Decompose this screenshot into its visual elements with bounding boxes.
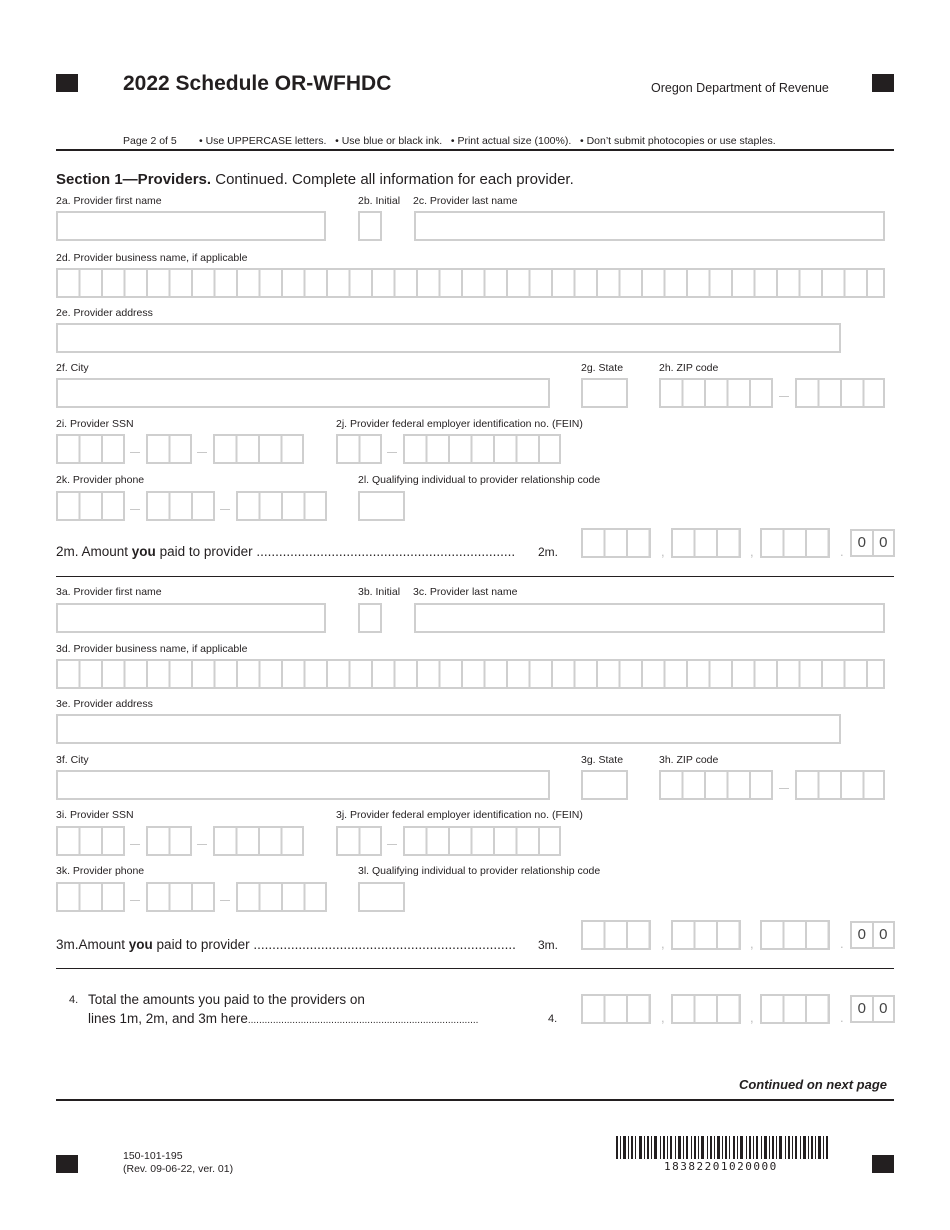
comma-separator: , bbox=[750, 1010, 754, 1025]
line-4-text-1: Total the amounts you paid to the providers on bbox=[88, 992, 365, 1007]
provider2-phone-area[interactable] bbox=[56, 491, 125, 521]
label-3e: 3e. Provider address bbox=[56, 698, 153, 710]
provider-divider bbox=[56, 576, 894, 577]
section-title: Section 1—Providers. bbox=[56, 171, 212, 188]
provider3-phone-line[interactable] bbox=[236, 882, 327, 912]
label-2d: 2d. Provider business name, if applicable bbox=[56, 252, 248, 264]
cents-digit: 0 bbox=[857, 1000, 866, 1017]
provider2-fein-part2[interactable] bbox=[403, 434, 561, 464]
barcode-icon bbox=[616, 1136, 828, 1159]
barcode-number: 18382201020000 bbox=[664, 1160, 778, 1173]
provider3-zip-input[interactable] bbox=[659, 770, 773, 800]
ssn-dash bbox=[197, 844, 207, 845]
amount-2m-cents bbox=[850, 529, 895, 557]
provider3-initial-input[interactable] bbox=[358, 603, 382, 633]
decimal-point: . bbox=[840, 1010, 844, 1025]
provider3-phone-area[interactable] bbox=[56, 882, 125, 912]
provider2-ssn-part1[interactable] bbox=[56, 434, 125, 464]
comma-separator: , bbox=[661, 1010, 665, 1025]
label-3k: 3k. Provider phone bbox=[56, 865, 145, 877]
provider3-zip4-input[interactable] bbox=[795, 770, 885, 800]
provider3-ssn-part3[interactable] bbox=[213, 826, 304, 856]
comma-separator: , bbox=[661, 544, 665, 559]
continued-note: Continued on next page bbox=[738, 1077, 887, 1092]
amount-2m-thousands[interactable] bbox=[671, 528, 741, 558]
label-3f: 3f. City bbox=[56, 754, 89, 766]
phone-dash bbox=[220, 509, 230, 510]
cents-digit: 0 bbox=[857, 926, 866, 943]
provider2-relationship-code-input[interactable] bbox=[358, 491, 405, 521]
zip-dash bbox=[779, 788, 789, 789]
label-3l: 3l. Qualifying individual to provider relationship code bbox=[358, 865, 601, 877]
comma-separator: , bbox=[661, 936, 665, 951]
line-4-leader: ................................................................................... bbox=[247, 1015, 479, 1026]
page-info: Page 2 of 5 bbox=[123, 135, 177, 147]
label-3b: 3b. Initial bbox=[358, 586, 401, 598]
ssn-dash bbox=[130, 844, 140, 845]
registration-mark-top-left bbox=[56, 74, 78, 92]
line-4-number: 4. bbox=[69, 994, 79, 1006]
provider2-phone-prefix[interactable] bbox=[146, 491, 215, 521]
label-2g: 2g. State bbox=[581, 362, 624, 374]
amount-4-millions[interactable] bbox=[581, 994, 651, 1024]
line-2m-leader: paid to provider ..................................................................... bbox=[155, 544, 516, 559]
provider3-first-name-input[interactable] bbox=[56, 603, 326, 633]
form-title: 2022 Schedule OR-WFHDC bbox=[123, 72, 392, 95]
ssn-dash bbox=[130, 452, 140, 453]
header-divider bbox=[56, 149, 894, 151]
label-2l: 2l. Qualifying individual to provider relationship code bbox=[358, 474, 601, 486]
provider2-state-input[interactable] bbox=[581, 378, 628, 408]
provider2-last-name-input[interactable] bbox=[414, 211, 885, 241]
provider2-phone-line[interactable] bbox=[236, 491, 327, 521]
label-3i: 3i. Provider SSN bbox=[56, 809, 134, 821]
provider2-ssn-part3[interactable] bbox=[213, 434, 304, 464]
provider3-last-name-input[interactable] bbox=[414, 603, 885, 633]
line-4-text-2-words: lines 1m, 2m, and 3m here bbox=[88, 1011, 248, 1026]
agency-name: Oregon Department of Revenue bbox=[651, 81, 829, 95]
form-instructions: • Use UPPERCASE letters. • Use blue or black ink. • Print actual size (100%). • Don’t submit photocopies or use staples. bbox=[199, 135, 776, 147]
provider2-zip-input[interactable] bbox=[659, 378, 773, 408]
amount-4-thousands[interactable] bbox=[671, 994, 741, 1024]
phone-dash bbox=[130, 900, 140, 901]
decimal-point: . bbox=[840, 936, 844, 951]
line-4-text-2 bbox=[88, 1011, 478, 1026]
label-2f: 2f. City bbox=[56, 362, 89, 374]
amount-4-hundreds[interactable] bbox=[760, 994, 830, 1024]
amount-3m-millions[interactable] bbox=[581, 920, 651, 950]
label-2b: 2b. Initial bbox=[358, 195, 401, 207]
label-2i: 2i. Provider SSN bbox=[56, 418, 134, 430]
registration-mark-top-right bbox=[872, 74, 894, 92]
provider3-phone-prefix[interactable] bbox=[146, 882, 215, 912]
zip-dash bbox=[779, 396, 789, 397]
form-number: 150-101-195 bbox=[123, 1150, 183, 1162]
amount-3m-thousands[interactable] bbox=[671, 920, 741, 950]
form-revision: (Rev. 09-06-22, ver. 01) bbox=[123, 1163, 234, 1175]
phone-dash bbox=[130, 509, 140, 510]
label-3c: 3c. Provider last name bbox=[413, 586, 518, 598]
amount-2m-hundreds[interactable] bbox=[760, 528, 830, 558]
fein-dash bbox=[387, 452, 397, 453]
provider3-state-input[interactable] bbox=[581, 770, 628, 800]
cents-digit: 0 bbox=[872, 531, 894, 555]
line-3m-text: 3m.Amount bbox=[56, 937, 129, 952]
decimal-point: . bbox=[840, 544, 844, 559]
provider2-ssn-part2[interactable] bbox=[146, 434, 192, 464]
label-3d: 3d. Provider business name, if applicable bbox=[56, 643, 248, 655]
registration-mark-bottom-left bbox=[56, 1155, 78, 1173]
line-2m-ref: 2m. bbox=[538, 545, 559, 559]
provider3-fein-part1[interactable] bbox=[336, 826, 382, 856]
line-2m-label bbox=[56, 544, 515, 559]
label-3g: 3g. State bbox=[581, 754, 624, 766]
footer-divider bbox=[56, 1099, 894, 1101]
label-3a: 3a. Provider first name bbox=[56, 586, 162, 598]
section-subtitle: Continued. Complete all information for each provider. bbox=[211, 171, 574, 188]
amount-4-cents bbox=[850, 995, 895, 1023]
cents-digit: 0 bbox=[872, 923, 894, 947]
provider3-ssn-part2[interactable] bbox=[146, 826, 192, 856]
amount-3m-hundreds[interactable] bbox=[760, 920, 830, 950]
label-2k: 2k. Provider phone bbox=[56, 474, 145, 486]
amount-2m-millions[interactable] bbox=[581, 528, 651, 558]
line-3m-label bbox=[56, 937, 516, 952]
cents-digit: 0 bbox=[857, 534, 866, 551]
line-2m-bold: you bbox=[131, 544, 156, 559]
provider-divider bbox=[56, 968, 894, 969]
line-3m-leader: paid to provider ...................................................................... bbox=[152, 937, 516, 952]
provider2-address-input[interactable] bbox=[56, 323, 841, 353]
provider2-business-name-input[interactable] bbox=[56, 268, 885, 298]
provider2-first-name-input[interactable] bbox=[56, 211, 326, 241]
provider2-initial-input[interactable] bbox=[358, 211, 382, 241]
label-2c: 2c. Provider last name bbox=[413, 195, 518, 207]
label-3j: 3j. Provider federal employer identification no. (FEIN) bbox=[336, 809, 583, 821]
ssn-dash bbox=[197, 452, 207, 453]
label-3h: 3h. ZIP code bbox=[659, 754, 719, 766]
provider3-business-name-input[interactable] bbox=[56, 659, 885, 689]
phone-dash bbox=[220, 900, 230, 901]
comma-separator: , bbox=[750, 936, 754, 951]
line-3m-bold: you bbox=[128, 937, 153, 952]
cents-digit: 0 bbox=[872, 997, 894, 1021]
label-2h: 2h. ZIP code bbox=[659, 362, 719, 374]
label-2a: 2a. Provider first name bbox=[56, 195, 162, 207]
registration-mark-bottom-right bbox=[872, 1155, 894, 1173]
line-4-ref: 4. bbox=[548, 1013, 558, 1025]
provider3-address-input[interactable] bbox=[56, 714, 841, 744]
label-2e: 2e. Provider address bbox=[56, 307, 153, 319]
provider3-relationship-code-input[interactable] bbox=[358, 882, 405, 912]
label-2j: 2j. Provider federal employer identification no. (FEIN) bbox=[336, 418, 583, 430]
amount-3m-cents bbox=[850, 921, 895, 949]
section-heading bbox=[56, 171, 574, 188]
provider3-city-input[interactable] bbox=[56, 770, 550, 800]
provider3-ssn-part1[interactable] bbox=[56, 826, 125, 856]
provider2-zip4-input[interactable] bbox=[795, 378, 885, 408]
fein-dash bbox=[387, 844, 397, 845]
provider3-fein-part2[interactable] bbox=[403, 826, 561, 856]
line-2m-text: 2m. Amount bbox=[56, 544, 132, 559]
provider2-fein-part1[interactable] bbox=[336, 434, 382, 464]
provider2-city-input[interactable] bbox=[56, 378, 550, 408]
line-3m-ref: 3m. bbox=[538, 938, 559, 952]
comma-separator: , bbox=[750, 544, 754, 559]
